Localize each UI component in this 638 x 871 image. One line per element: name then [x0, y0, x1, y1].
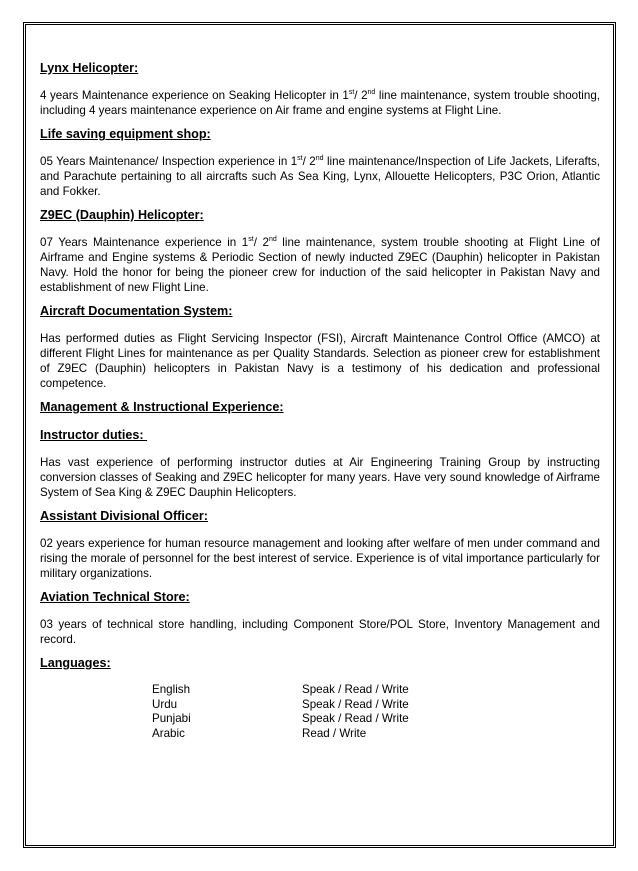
superscript: nd: [367, 89, 376, 97]
section-assistant-divisional-officer: [40, 508, 600, 581]
language-row: [152, 698, 600, 713]
section-heading: Aviation Technical Store:: [40, 590, 190, 604]
superscript: nd: [268, 236, 277, 244]
section-languages: [40, 655, 600, 741]
section-heading: Lynx Helicopter:: [40, 61, 139, 75]
language-name: Punjabi: [152, 712, 191, 725]
language-skill: Speak / Read / Write: [302, 712, 409, 725]
section-heading: Aircraft Documentation System:: [40, 304, 233, 318]
text-run: 07 Years Maintenance experience in 1: [40, 236, 249, 249]
document-body: [40, 60, 600, 741]
language-name: Arabic: [152, 726, 185, 740]
section-aircraft-documentation: [40, 303, 600, 391]
language-row: [152, 712, 600, 727]
section-management-instructional: [40, 399, 600, 415]
section-heading: Assistant Divisional Officer:: [40, 509, 208, 523]
section-heading: Instructor duties:: [40, 428, 148, 442]
section-paragraph: 03 years of technical store handling, including Component Store/POL Store, Inventory Management and record.: [40, 618, 600, 646]
section-paragraph: Has vast experience of performing instructor duties at Air Engineering Training Group by instructing conversion classes of Seaking and Z9EC helicopter for many years. Have very sound knowledge of Airframe System of Sea King & Z9EC Dauphin Helicopters.: [40, 456, 600, 499]
section-z9ec-helicopter: [40, 207, 600, 295]
superscript: st: [248, 236, 254, 244]
superscript: st: [297, 155, 303, 163]
language-skill: Speak / Read / Write: [302, 683, 409, 696]
section-paragraph: 02 years experience for human resource management and looking after welfare of men under command and rising the morale of personnel for the best interest of service. Experience is of vital importance particularly for military organizations.: [40, 537, 600, 580]
text-run: / 2: [253, 236, 269, 249]
language-skill: Speak / Read / Write: [302, 697, 409, 711]
section-heading: Management & Instructional Experience:: [40, 400, 284, 414]
section-paragraph: [40, 154, 600, 199]
text-run: line maintenance, system trouble shooting at Flight Line of Airframe and Engine systems & Periodic Section of newly inducted Z9EC (Dauphin) helicopter in Pakistan Navy. Hold the honor for being the pioneer crew for induction of the said helicopter in Pakistan Navy and establishment of new Flight Line.: [40, 236, 601, 294]
language-skill: Read / Write: [302, 726, 367, 740]
section-heading: Z9EC (Dauphin) Helicopter:: [40, 208, 204, 222]
section-paragraph: [40, 88, 600, 118]
section-life-saving-equipment: [40, 126, 600, 199]
text-run: line maintenance, system trouble shooting, including 4 years maintenance experience on Air frame and engine systems at Flight Line.: [40, 89, 601, 117]
language-row: [152, 727, 600, 742]
superscript: st: [348, 89, 355, 97]
language-name: English: [152, 683, 191, 696]
text-run: / 2: [354, 89, 368, 102]
text-run: 4 years Maintenance experience on Seaking Helicopter in 1: [40, 89, 349, 102]
section-paragraph: Has performed duties as Flight Servicing Inspector (FSI), Aircraft Maintenance Control Office (AMCO) at different Flight Lines for maintenance as per Quality Standards. Selection as pioneer crew for establishment of Z9EC (Dauphin) helicopters in Pakistan Navy is a testimony of his dedication and professional competence.: [40, 332, 600, 390]
section-lynx-helicopter: [40, 60, 600, 118]
languages-table: [152, 683, 600, 741]
section-instructor-duties: [40, 427, 600, 500]
section-heading: Life saving equipment shop:: [40, 127, 211, 141]
superscript: nd: [315, 155, 324, 163]
section-aviation-technical-store: [40, 589, 600, 647]
text-run: line maintenance/Inspection of Life Jackets, Liferafts, and Parachute pertaining to all aircrafts such As Sea King, Lynx, Allouette Helicopters, P3C Orion, Atlantic and Fokker.: [40, 155, 600, 198]
text-run: 05 Years Maintenance/ Inspection experience in 1: [40, 155, 298, 168]
language-name: Urdu: [152, 697, 178, 711]
language-row: [152, 683, 600, 698]
section-paragraph: [40, 235, 600, 295]
section-heading: Languages:: [40, 656, 111, 670]
text-run: / 2: [302, 155, 316, 168]
